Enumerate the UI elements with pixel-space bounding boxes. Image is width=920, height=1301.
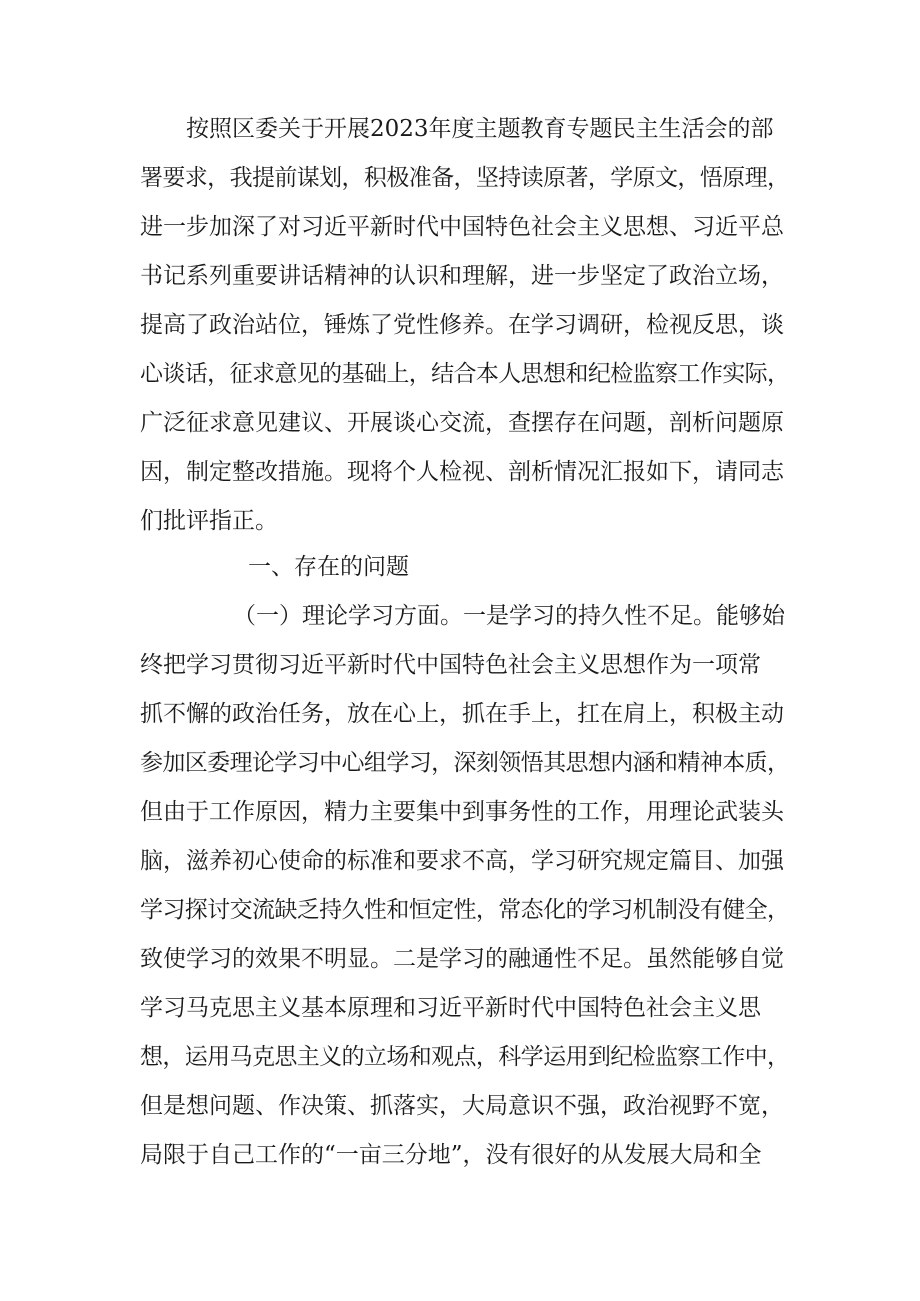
paragraph-2-line: 脑，滋养初心使命的标准和要求不高，学习研究规定篇目、加强: [140, 848, 784, 874]
paragraph-2-line: 学习探讨交流缺乏持久性和恒定性，常态化的学习机制没有健全，: [140, 897, 790, 923]
section-heading: 一、存在的问题: [248, 554, 409, 580]
paragraph-2-line: 致使学习的效果不明显。二是学习的融通性不足。虽然能够自觉: [140, 946, 784, 972]
paragraph-1-line: 署要求，我提前谋划，积极准备，坚持读原著，学原文，悟原理，: [140, 165, 790, 191]
paragraph-2-line: 参加区委理论学习中心组学习，深刻领悟其思想内涵和精神本质，: [140, 750, 790, 776]
paragraph-1-line: 书记系列重要讲话精神的认识和理解，进一步坚定了政治立场，: [140, 263, 784, 289]
paragraph-2-line: 抓不懈的政治任务，放在心上，抓在手上，扛在肩上，积极主动: [140, 701, 784, 727]
paragraph-1-line: 心谈话，征求意见的基础上，结合本人思想和纪检监察工作实际，: [140, 361, 790, 387]
paragraph-2-line: 终把学习贯彻习近平新时代中国特色社会主义思想作为一项常: [140, 652, 761, 678]
paragraph-2-line: 但由于工作原因，精力主要集中到事务性的工作，用理论武装头: [140, 799, 784, 825]
paragraph-1-line: 按照区委关于开展2023年度主题教育专题民主生活会的部: [186, 116, 774, 142]
paragraph-2-line: 但是想问题、作决策、抓落实，大局意识不强，政治视野不宽，: [140, 1093, 784, 1119]
paragraph-2-line: 想，运用马克思主义的立场和观点，科学运用到纪检监察工作中，: [140, 1044, 790, 1070]
paragraph-1-line: 因，制定整改措施。现将个人检视、剖析情况汇报如下，请同志: [140, 459, 784, 485]
paragraph-1-line: 广泛征求意见建议、开展谈心交流，查摆存在问题，剖析问题原: [140, 410, 784, 436]
paragraph-1-line: 进一步加深了对习近平新时代中国特色社会主义思想、习近平总: [140, 214, 784, 240]
paragraph-2-line: （一）理论学习方面。一是学习的持久性不足。能够始: [233, 603, 785, 629]
paragraph-2-line: 局限于自己工作的“一亩三分地”，没有很好的从发展大局和全: [140, 1142, 762, 1168]
paragraph-1-line: 们批评指正。: [140, 508, 278, 534]
paragraph-2-line: 学习马克思主义基本原理和习近平新时代中国特色社会主义思: [140, 995, 761, 1021]
paragraph-1-line: 提高了政治站位，锤炼了党性修养。在学习调研，检视反思，谈: [140, 312, 784, 338]
